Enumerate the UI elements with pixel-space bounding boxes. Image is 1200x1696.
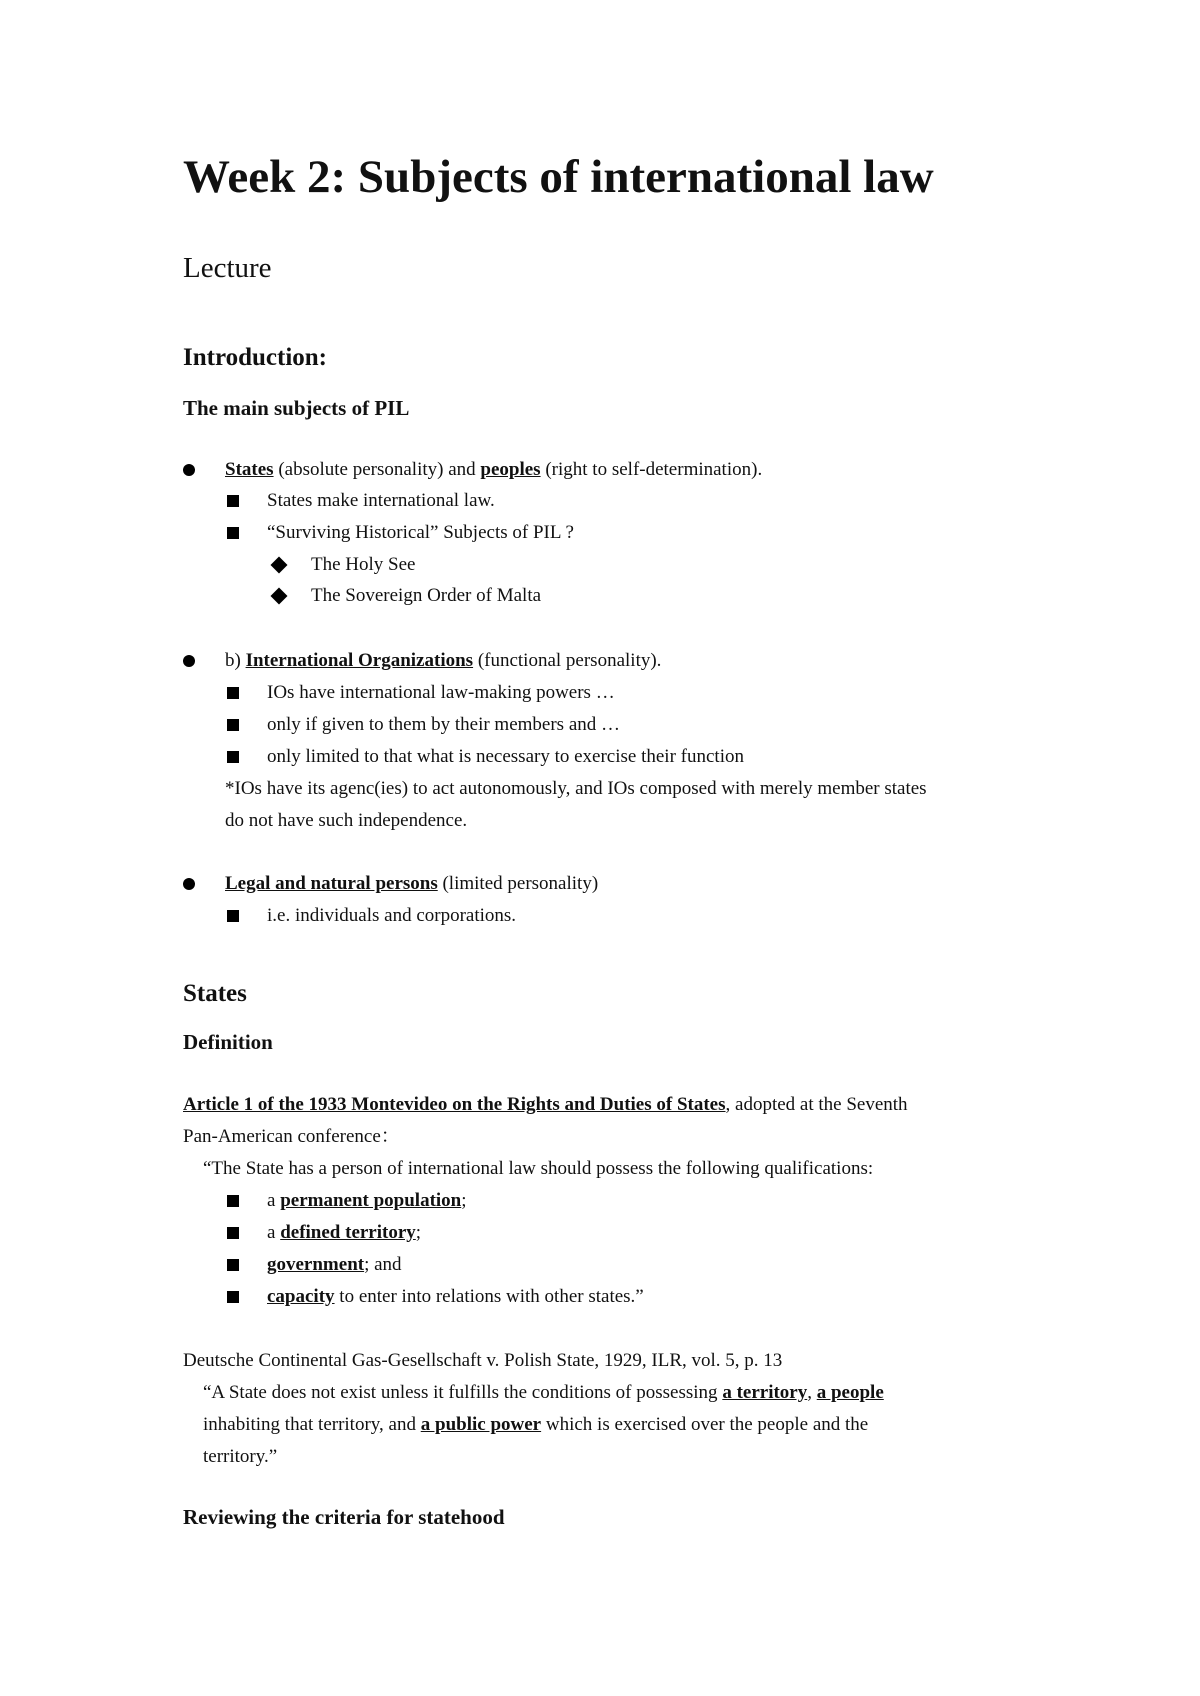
definition-heading: Definition	[183, 1030, 273, 1054]
intro-heading: Introduction:	[183, 344, 328, 371]
bullet-dot-icon	[183, 878, 195, 890]
article-link: Article 1 of the 1933 Montevideo on the Rights and Duties of States	[183, 1094, 726, 1115]
peoples-term: peoples	[480, 459, 541, 480]
defined-territory-term: defined territory	[280, 1222, 416, 1243]
square-bullet-icon	[227, 1291, 239, 1303]
intro-subheading: The main subjects of PIL	[183, 396, 410, 420]
states-text: (absolute personality) and	[273, 459, 481, 480]
list-item	[267, 1188, 467, 1214]
persons-term: Legal and natural persons	[225, 873, 438, 894]
square-bullet-icon	[227, 495, 239, 507]
ios-note-line1: *IOs have its agenc(ies) to act autonomously, and IOs composed with merely member states	[225, 778, 927, 799]
q2-prefix: a	[267, 1222, 281, 1243]
government-term: government	[267, 1254, 365, 1275]
permanent-population-term: permanent population	[280, 1190, 462, 1211]
square-bullet-icon	[227, 687, 239, 699]
quote-intro: “The State has a person of international law should possess the following qualifications:	[203, 1158, 874, 1179]
case-quote-line2	[203, 1412, 868, 1438]
list-item: The Holy See	[311, 554, 416, 575]
persons-text: (limited personality)	[437, 873, 599, 894]
q3-suffix: ; and	[364, 1254, 402, 1275]
case-quote-text: “A State does not exist unless it fulfills the conditions of possessing	[203, 1382, 723, 1403]
list-item	[267, 1252, 402, 1278]
ios-term: International Organizations	[245, 650, 474, 671]
article-citation	[183, 1092, 908, 1118]
list-item	[267, 1284, 644, 1310]
square-bullet-icon	[227, 1195, 239, 1207]
square-bullet-icon	[227, 1227, 239, 1239]
ios-note-line2: do not have such independence.	[225, 810, 468, 831]
square-bullet-icon	[227, 719, 239, 731]
article-line2: Pan-American conference：	[183, 1126, 400, 1147]
square-bullet-icon	[227, 910, 239, 922]
states-heading: States	[183, 980, 247, 1007]
public-power-term: a public power	[420, 1414, 542, 1435]
diamond-bullet-icon	[271, 588, 288, 605]
list-item: IOs have international law-making powers …	[267, 682, 615, 703]
lecture-heading: Lecture	[183, 252, 272, 284]
q2-suffix: ;	[415, 1222, 422, 1243]
q1-suffix: ;	[461, 1190, 467, 1211]
states-term: States	[225, 459, 274, 480]
case-citation: Deutsche Continental Gas-Gesellschaft v. Polish State, 1929, ILR, vol. 5, p. 13	[183, 1350, 783, 1371]
list-item: The Sovereign Order of Malta	[311, 585, 542, 606]
article-rest: , adopted at the Seventh	[725, 1094, 908, 1115]
diamond-bullet-icon	[271, 557, 288, 574]
list-item: “Surviving Historical” Subjects of PIL ?	[267, 522, 574, 543]
bullet-states	[225, 457, 762, 483]
square-bullet-icon	[227, 527, 239, 539]
bullet-dot-icon	[183, 655, 195, 667]
case-quote-text: which is exercised over the people and the	[541, 1414, 869, 1435]
q1-prefix: a	[267, 1190, 281, 1211]
territory-term: a territory	[722, 1382, 808, 1403]
case-quote-line1	[203, 1380, 884, 1406]
list-item: only limited to that what is necessary to exercise their function	[267, 746, 744, 767]
ios-text: (functional personality).	[473, 650, 662, 671]
case-quote-line3: territory.”	[203, 1446, 278, 1467]
peoples-text: (right to self-determination).	[540, 459, 763, 480]
list-item: only if given to them by their members and …	[267, 714, 621, 735]
bullet-persons	[225, 871, 598, 897]
ios-prefix: b)	[225, 650, 246, 671]
q4-suffix: to enter into relations with other states.”	[334, 1286, 644, 1307]
square-bullet-icon	[227, 751, 239, 763]
bullet-dot-icon	[183, 464, 195, 476]
page-title: Week 2: Subjects of international law	[183, 151, 934, 203]
criteria-heading: Reviewing the criteria for statehood	[183, 1505, 505, 1529]
list-item: States make international law.	[267, 490, 495, 511]
capacity-term: capacity	[267, 1286, 335, 1307]
list-item: i.e. individuals and corporations.	[267, 905, 517, 926]
case-comma: ,	[807, 1382, 817, 1403]
case-quote-text: inhabiting that territory, and	[203, 1414, 421, 1435]
people-term: a people	[816, 1382, 884, 1403]
bullet-ios	[225, 648, 661, 674]
list-item	[267, 1220, 421, 1246]
square-bullet-icon	[227, 1259, 239, 1271]
